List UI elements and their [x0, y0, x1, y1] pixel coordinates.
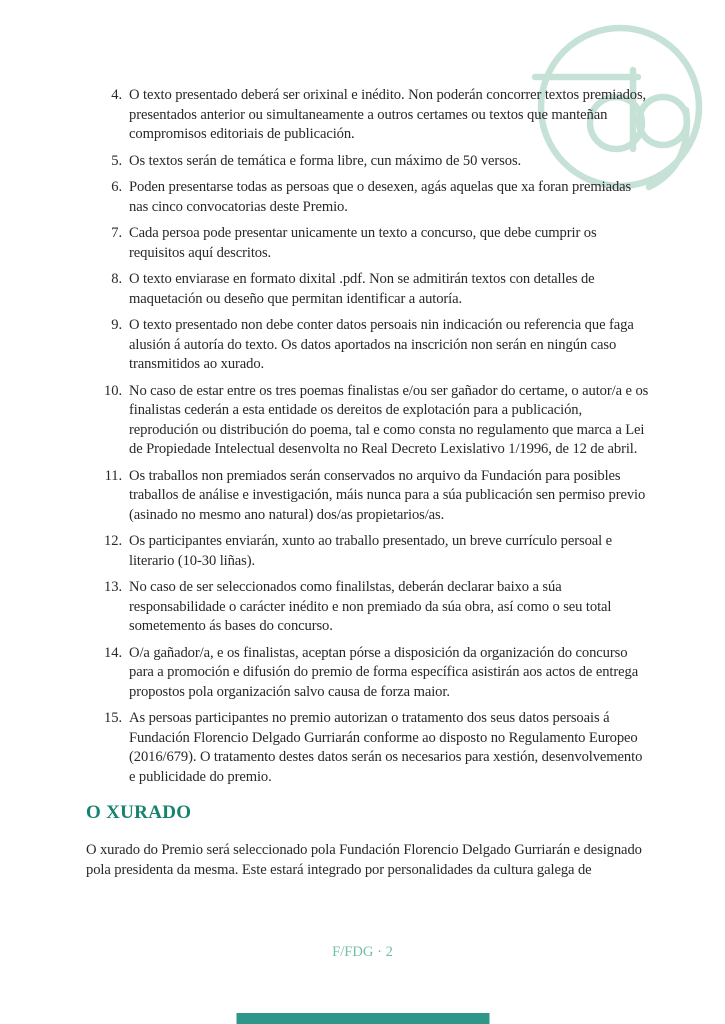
list-item-text: O texto enviarase en formato dixital .pdf. Non se admitirán textos con detalles de maquetación ou deseño que permitan identificar a autoría.: [129, 271, 595, 307]
list-item-text: O texto presentado non debe conter datos persoais nin indicación ou referencia que faga alusión á autoría do texto. Os datos aportados na inscrición non serán en ningún caso transmitidos ao xurado.: [129, 317, 634, 372]
list-item-number: 11.: [104, 467, 122, 484]
list-item: [0, 316, 725, 375]
list-item-number: 5.: [111, 152, 122, 169]
list-item-text: O texto presentado deberá ser orixinal e inédito. Non poderán concorrer textos premiados, presentados anterior ou simultaneamente a outros certames ou textos que manteñan compromisos editoriais de publicación.: [129, 87, 647, 142]
list-item: [0, 178, 725, 217]
list-item-text: Os textos serán de temática e forma libre, cun máximo de 50 versos.: [129, 152, 522, 169]
list-item-number: 13.: [104, 579, 122, 595]
list-item-number: 6.: [111, 179, 122, 195]
list-item: [0, 644, 725, 703]
list-item-text: Cada persoa pode presentar unicamente un texto a concurso, que debe cumprir os requisitos aquí descritos.: [129, 225, 597, 261]
list-item: [0, 270, 725, 309]
list-item-text: O/a gañador/a, e os finalistas, aceptan pórse a disposición da organización do concurso para a promoción e difusión do premio de forma específica asistirán aos actos de entrega propostos pola organización salvo causa de forza maior.: [129, 644, 639, 700]
list-item-number: 10.: [104, 382, 122, 399]
list-item: [0, 467, 725, 526]
list-item: [0, 224, 725, 263]
list-item: [0, 709, 725, 787]
section-paragraph: O xurado do Premio será seleccionado pola Fundación Florencio Delgado Gurriarán e designado pola presidenta da mesma. Este estará integrado por personalidades da cultura galega de: [86, 842, 642, 878]
list-item-text: No caso de estar entre os tres poemas finalistas e/ou ser gañador do certame, o autor/a e os finalistas cederán a esta entidade os dereitos de explotación para a publicación, reprodución ou distribución do poema, tal e como consta no regulamento que marca a Lei de Propiedade Intelectual desenvolta no Real Decreto Lexislativo 1/1996, de 12 de abril.: [129, 382, 649, 457]
section-heading-o-xurado: O XURADO: [86, 802, 192, 823]
list-item-number: 4.: [111, 87, 122, 103]
list-item: [0, 532, 725, 571]
list-item-text: Os traballos non premiados serán conservados no arquivo da Fundación para posibles traballos de análise e investigación, máis nunca para a súa publicación sen permiso previo (asinado no mesmo ano natural) dos/as propietarios/as.: [129, 467, 646, 523]
list-item: [0, 382, 725, 460]
list-item-number: 15.: [104, 710, 122, 726]
list-item: [0, 86, 725, 145]
list-item-text: Os participantes enviarán, xunto ao traballo presentado, un breve currículo persoal e literario (10-30 liñas).: [129, 533, 613, 569]
list-item-number: 9.: [111, 317, 122, 333]
list-item: [0, 152, 725, 172]
list-item-number: 8.: [111, 271, 122, 287]
page-number-footer: F/FDG · 2: [332, 944, 393, 960]
list-item-text: As persoas participantes no premio autorizan o tratamento dos seus datos persoais á Fundación Florencio Delgado Gurriarán conforme ao disposto no Regulamento Europeo (2016/679). O tratamento destes datos serán os necesarios para xestión, desenvolvemento e publicidade do premio.: [129, 710, 643, 785]
bottom-teal-bar: [236, 1013, 489, 1024]
list-item-number: 12.: [104, 533, 122, 549]
list-item: [0, 578, 725, 637]
list-item-number: 14.: [104, 644, 122, 661]
list-item-text: No caso de ser seleccionados como finalilstas, deberán declarar baixo a súa responsabilidade o carácter inédito e non premiado da súa obra, así como o seu total sometemento ás bases do concurso.: [129, 579, 612, 634]
list-item-text: Poden presentarse todas as persoas que o desexen, agás aquelas que xa foran premiadas nas cinco convocatorias deste Premio.: [129, 179, 632, 215]
list-item-number: 7.: [111, 225, 122, 241]
